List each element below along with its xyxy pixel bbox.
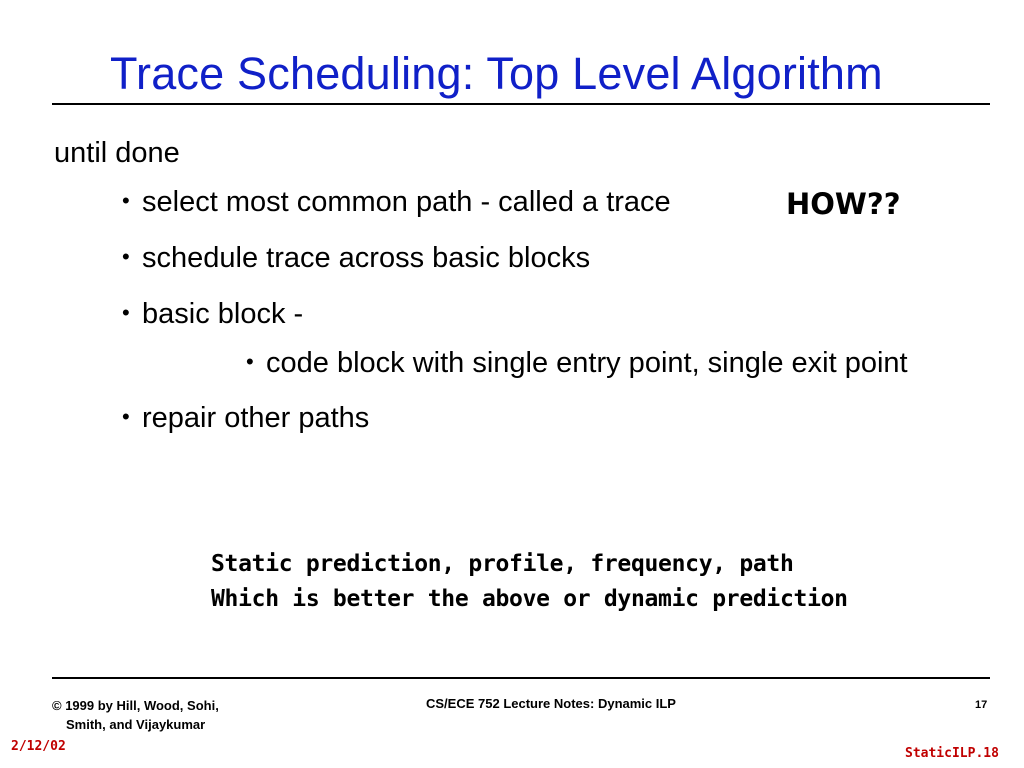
top-divider: [52, 103, 990, 105]
slide-title: Trace Scheduling: Top Level Algorithm: [110, 48, 883, 99]
callout-how: HOW??: [786, 187, 901, 221]
footer-course: CS/ECE 752 Lecture Notes: Dynamic ILP: [426, 696, 676, 711]
bullet-text: code block with single entry point, single exit point: [266, 347, 908, 379]
bullet-icon: •: [122, 300, 130, 325]
bullet-icon: •: [122, 188, 130, 213]
bullet-icon: •: [122, 244, 130, 269]
footer-copyright: [52, 696, 219, 734]
bullet-text: schedule trace across basic blocks: [142, 242, 591, 274]
bullet-text: select most common path - called a trace: [142, 186, 671, 218]
copyright-line-1: © 1999 by Hill, Wood, Sohi,: [52, 698, 219, 713]
slide-id: StaticILP.18: [905, 746, 999, 761]
bullet-item-2: [122, 242, 590, 275]
sub-bullet-item: [246, 347, 908, 380]
copyright-line-2: Smith, and Vijaykumar: [66, 717, 206, 732]
bullet-icon: •: [246, 349, 254, 374]
footer-page-number: 17: [975, 699, 988, 711]
bottom-divider: [52, 677, 990, 679]
bullet-icon: •: [122, 404, 130, 429]
bullet-item-4: [122, 402, 369, 435]
bullet-item-1: [122, 186, 671, 219]
bullet-item-3: [122, 298, 303, 331]
annotation-line-1: Static prediction, profile, frequency, path: [211, 551, 794, 577]
annotation-line-2: Which is better the above or dynamic prediction: [211, 586, 848, 612]
intro-text: until done: [54, 137, 180, 169]
bullet-text: repair other paths: [142, 402, 370, 434]
slide-date: 2/12/02: [11, 739, 66, 754]
bullet-text: basic block -: [142, 298, 304, 330]
